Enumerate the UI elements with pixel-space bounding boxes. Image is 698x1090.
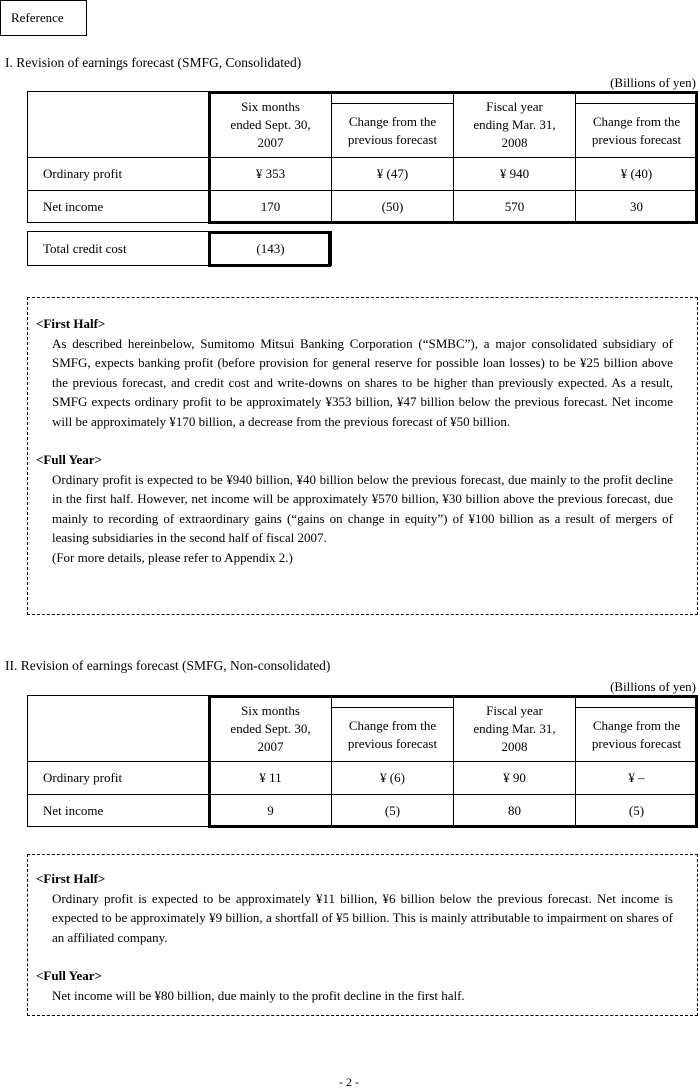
table-corner (28, 696, 210, 762)
table-corner (28, 92, 210, 158)
full-year-text: Ordinary profit is expected to be ¥940 billion, ¥40 billion below the previous forecast, due mainly to the profit decline in the first half. However, net income will be approximately ¥570 billion, ¥30 billion above the previous forecast, due mainly to recording of extraordinary gains (“gains on change in equity”) of ¥100 billion as a result of mergers of leasing subsidiaries in the second half of fiscal 2007. (52, 471, 673, 545)
full-year-heading: <Full Year> (36, 452, 102, 467)
header-six-months: Six months ended Sept. 30, 2007 (210, 696, 332, 762)
page-number: - 2 - (339, 1075, 359, 1089)
full-year-heading: <Full Year> (36, 968, 102, 983)
first-half-heading: <First Half> (36, 316, 106, 331)
section1-forecast-table (27, 91, 698, 223)
header-fiscal-year: Fiscal year ending Mar. 31, 2008 (454, 92, 576, 158)
first-half-text: Ordinary profit is expected to be approximately ¥11 billion, ¥6 billion below the previous forecast. Net income is expected to be approximately ¥9 billion, a shortfall of ¥5 billion. This is mainly attributable to impairment on shares of an affiliated company. (52, 890, 673, 945)
row-label: Net income (28, 795, 210, 827)
row-label: Ordinary profit (28, 762, 210, 795)
reference-label: Reference (0, 0, 87, 36)
credit-cost-label: Total credit cost (28, 232, 210, 266)
table-row: Net income 170 (50) 570 30 (28, 191, 698, 223)
section2-unit: (Billions of yen) (610, 679, 696, 694)
section2-title: II. Revision of earnings forecast (SMFG, Non-consolidated) (5, 658, 331, 673)
full-year-text: Net income will be ¥80 billion, due mainly to the profit decline in the first half. (52, 987, 465, 1003)
table-row: Net income 9 (5) 80 (5) (28, 795, 698, 827)
header-change-year: Change from the previous forecast (576, 104, 698, 158)
header-fiscal-year: Fiscal year ending Mar. 31, 2008 (454, 696, 576, 762)
header-six-months: Six months ended Sept. 30, 2007 (210, 92, 332, 158)
credit-cost-value: (143) (210, 232, 332, 266)
full-year-reference: (For more details, please refer to Appendix 2.) (52, 549, 293, 565)
header-change-half: Change from the previous forecast (332, 104, 454, 158)
section2-forecast-table (27, 695, 698, 827)
section1-commentary (27, 297, 698, 615)
table-row: Ordinary profit ¥ 353 ¥ (47) ¥ 940 ¥ (40) (28, 158, 698, 191)
credit-cost-table (27, 231, 332, 266)
header-change-half: Change from the previous forecast (332, 708, 454, 762)
first-half-text: As described hereinbelow, Sumitomo Mitsui Banking Corporation (“SMBC”), a major consolidated subsidiary of SMFG, expects banking profit (before provision for general reserve for possible loan losses) to be ¥25 billion above the previous forecast, and credit cost and write-downs on shares to be higher than previously expected. As a result, SMFG expects ordinary profit to be approximately ¥353 billion, ¥47 billion below the previous forecast. Net income will be approximately ¥170 billion, a decrease from the previous forecast of ¥50 billion. (52, 335, 673, 429)
section1-title: I. Revision of earnings forecast (SMFG, Consolidated) (5, 55, 302, 70)
table-row: Ordinary profit ¥ 11 ¥ (6) ¥ 90 ¥ – (28, 762, 698, 795)
section1-unit: (Billions of yen) (610, 75, 696, 90)
row-label: Ordinary profit (28, 158, 210, 191)
row-label: Net income (28, 191, 210, 223)
header-change-year: Change from the previous forecast (576, 708, 698, 762)
first-half-heading: <First Half> (36, 871, 106, 886)
section2-commentary (27, 854, 698, 1016)
